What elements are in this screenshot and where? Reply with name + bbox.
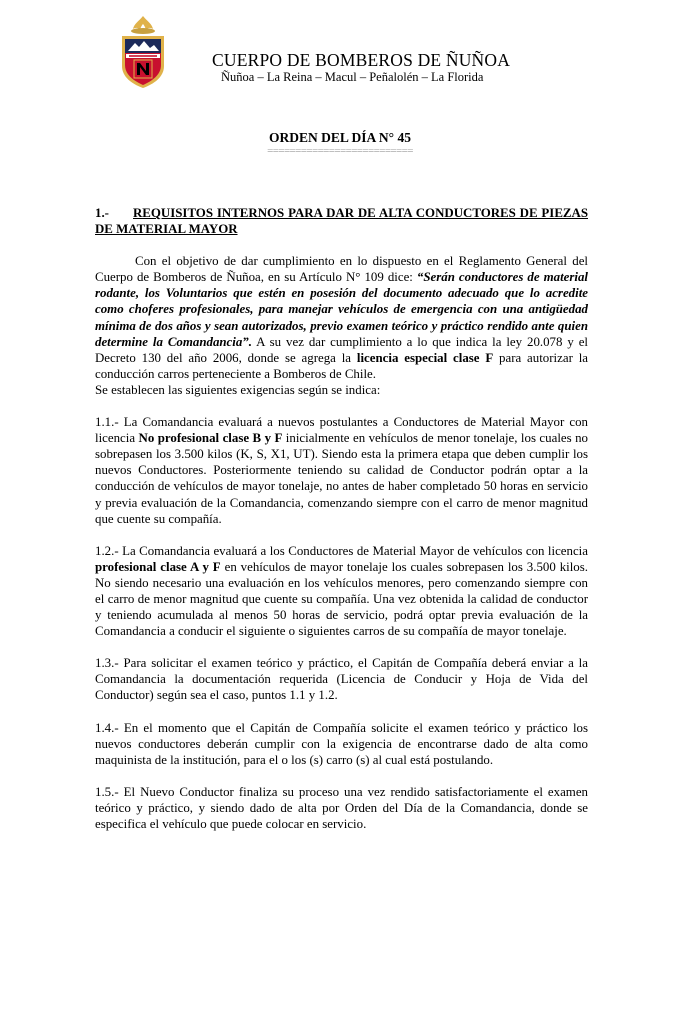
- item-1-1-license: No profesional clase B y F: [138, 431, 283, 446]
- item-1-2-text-b: en vehículos de mayor tonelaje los cuales sobrepasen los 3.500 kilos. No siendo necesario una evaluación en los vehículos menores, pero comenzando siempre con el carro de menor magnitud que cuente su compañía. Una vez obtenida la calidad de conductor y teniendo acumulada al menos 50 horas de servicio, podrá optar previa evaluación de la Comandancia a conducir el siguiente o siguientes carros de su compañía de mayor tonelaje.: [95, 559, 588, 639]
- item-1-1-text-b: inicialmente en vehículos de menor tonelaje, los cuales no sobrepasen los 3.500 kilos (K, S, X1, UT). Siendo esta la primera etapa que deben cumplir los nuevos Conductores. Posteriormente teniendo su calidad de Conductor podrán optar a la conducción de vehículos de mayor tonelaje, no antes de haber completado 50 horas en servicio y previa evaluación de la Comandancia, comenzando siempre con el carro de menor magnitud que cuente su compañía.: [95, 431, 588, 526]
- item-1-2-license: profesional clase A y F: [95, 559, 221, 574]
- section-heading-text: REQUISITOS INTERNOS PARA DAR DE ALTA CONDUCTORES DE PIEZAS DE MATERIAL MAYOR: [95, 206, 588, 237]
- intro-text-2: A su vez dar cumplimiento a lo que indica la ley 20.078 y el Decreto 130 del año 2006, donde se agrega la: [95, 334, 588, 365]
- item-1-2: [95, 543, 588, 640]
- intro-text-3: para autorizar la conducción carros perteneciente a Bomberos de Chile.: [95, 350, 588, 381]
- communes-subtitle: Ñuñoa – La Reina – Macul – Peñalolén – La Florida: [221, 70, 484, 84]
- fire-department-shield-icon: [120, 14, 166, 89]
- requirements-intro: Se establecen las siguientes exigencias según se indica:: [95, 382, 381, 397]
- intro-text-1: Con el objetivo de dar cumplimiento en lo dispuesto en el Reglamento General del Cuerpo de Bomberos de Ñuñoa, en su Artículo N° 109 dice:: [95, 254, 588, 285]
- item-1-1-text-a: 1.1.- La Comandancia evaluará a nuevos postulantes a Conductores de Material Mayor con licencia: [95, 415, 588, 446]
- intro-paragraph: [95, 253, 588, 382]
- license-class-f: licencia especial clase F: [356, 350, 494, 365]
- title-underline-rule: ==========================: [267, 145, 413, 157]
- item-1-3: 1.3.- Para solicitar el examen teórico y práctico, el Capitán de Compañía deberá enviar a la Comandancia la documentación requerida (Licencia de Conducir y Hoja de Vida del Conductor) según sea el caso, puntos 1.1 y 1.2.: [95, 656, 588, 703]
- document-title: ORDEN DEL DÍA N° 45: [269, 130, 411, 145]
- organization-name: CUERPO DE BOMBEROS DE ÑUÑOA: [212, 50, 511, 70]
- document-body: [95, 205, 588, 832]
- section-heading: [95, 205, 588, 237]
- item-1-4: 1.4.- En el momento que el Capitán de Compañía solicite el examen teórico y práctico los nuevos conductores deberán cumplir con la exigencia de encontrarse dado de alta como maquinista de la institución, para el o los (s) carro (s) al cual está postulando.: [95, 720, 588, 767]
- item-1-2-text-a: 1.2.- La Comandancia evaluará a los Conductores de Material Mayor de vehículos con licencia: [95, 543, 588, 558]
- article-109-quote: “Serán conductores de material rodante, los Voluntarios que estén en posesión del documento adecuado que lo acredite como choferes profesionales, para manejar vehículos de emergencia con una antigüedad mínima de dos años y sean autorizados, previo examen teórico y práctico rendido ante quien determine la Comandancia”.: [95, 270, 588, 349]
- letterhead: [120, 14, 640, 89]
- section-number: 1.-: [95, 206, 109, 220]
- item-1-1: [95, 414, 588, 527]
- item-1-5: 1.5.- El Nuevo Conductor finaliza su proceso una vez rendido satisfactoriamente el examen teórico y práctico, y siendo dado de alta por Orden del Día de la Comandancia, donde se especifica el vehículo que puede colocar en servicio.: [95, 784, 588, 831]
